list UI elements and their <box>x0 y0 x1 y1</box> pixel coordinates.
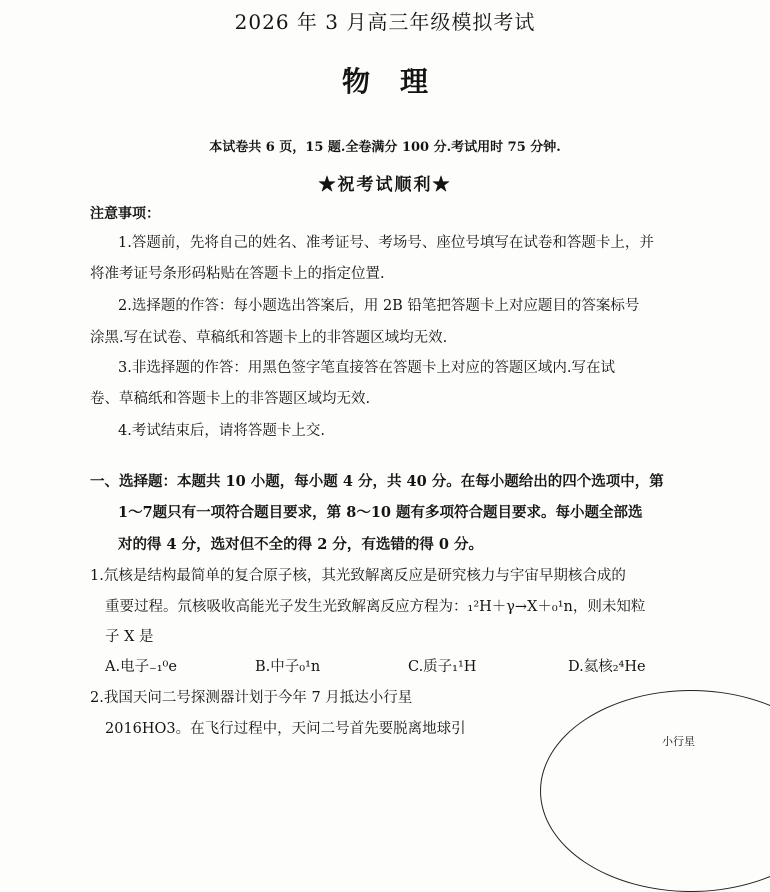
question-1-text-tail: ，则未知粒 <box>572 599 646 615</box>
notice-item-4: 4.考试结束后，请将答题卡上交. <box>118 423 325 439</box>
reaction-equation: ₁²H＋γ→X＋₀¹n <box>467 599 573 615</box>
notice-item-3-line-1: 3.非选择题的作答：用黑色签字笔直接答在答题卡上对应的答题区域内.写在试 <box>118 360 615 376</box>
section-1-line-1: 一、选择题：本题共 10 小题，每小题 4 分，共 40 分。在每小题给出的四个选项中，第 <box>90 473 664 490</box>
question-1-line-3: 子 X 是 <box>105 629 154 645</box>
option-a: A.电子₋₁⁰e <box>105 659 177 675</box>
option-c: C.质子₁¹H <box>408 659 477 675</box>
subject-title: 物理 <box>341 65 458 98</box>
exam-info: 本试卷共 6 页，15 题.全卷满分 100 分.考试用时 75 分钟. <box>209 140 561 155</box>
exam-title: 2026 年 3 月高三年级模拟考试 <box>234 10 536 34</box>
orbit-diagram <box>540 690 770 892</box>
question-2-line-2: 2016HO3。在飞行过程中，天问二号首先要脱离地球引 <box>105 721 466 737</box>
question-1-line-2 <box>105 597 645 617</box>
good-luck-banner: ★祝考试顺利★ <box>318 175 452 195</box>
question-1-text: 重要过程。氘核吸收高能光子发生光致解离反应方程为： <box>105 599 468 615</box>
section-1-line-3: 对的得 4 分，选对但不全的得 2 分，有选错的得 0 分。 <box>118 536 484 553</box>
notice-item-1-line-2: 将准考证号条形码粘贴在答题卡上的指定位置. <box>90 266 385 282</box>
question-2-line-1: 2.我国天问二号探测器计划于今年 7 月抵达小行星 <box>90 690 413 706</box>
notice-item-1-line-1: 1.答题前，先将自己的姓名、准考证号、考场号、座位号填写在试卷和答题卡上，并 <box>118 235 654 251</box>
notice-item-2-line-2: 涂黑.写在试卷、草稿纸和答题卡上的非答题区域均无效. <box>90 330 448 346</box>
option-b: B.中子₀¹n <box>255 659 321 675</box>
section-1-line-2: 1～7题只有一项符合题目要求，第 8～10 题有多项符合题目要求。每小题全部选 <box>118 504 643 521</box>
notice-item-2-line-1: 2.选择题的作答：每小题选出答案后，用 2B 铅笔把答题卡上对应题目的答案标号 <box>118 298 640 314</box>
option-d: D.氦核₂⁴He <box>568 659 646 675</box>
asteroid-label: 小行星 <box>662 735 695 748</box>
notice-title: 注意事项： <box>90 206 160 222</box>
notice-item-3-line-2: 卷、草稿纸和答题卡上的非答题区域均无效. <box>90 391 371 407</box>
question-1-line-1: 1.氘核是结构最简单的复合原子核，其光致解离反应是研究核力与宇宙早期核合成的 <box>90 568 626 584</box>
